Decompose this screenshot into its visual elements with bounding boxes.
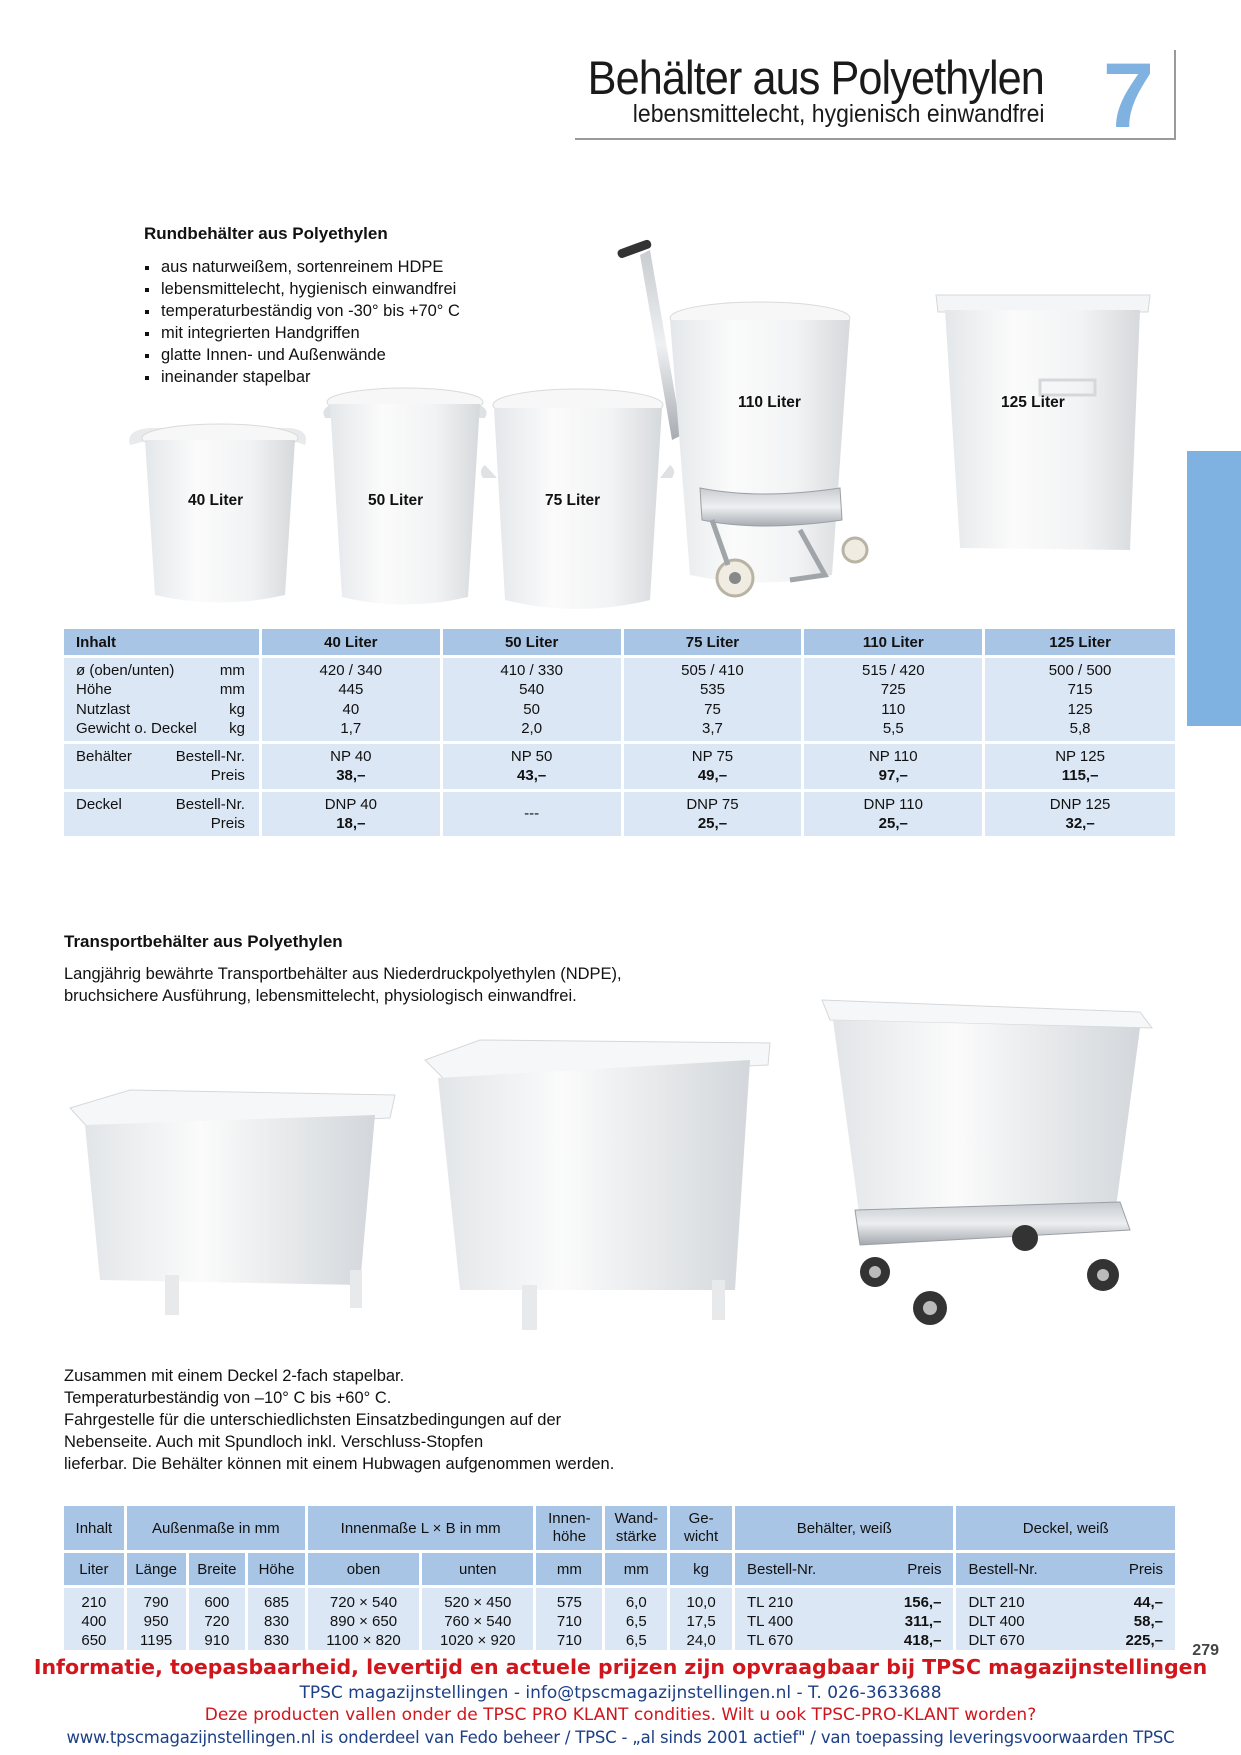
note-line: Fahrgestelle für die unterschiedlichsten Einsatzbedingungen auf der — [64, 1411, 562, 1429]
container-cell: NP 125 115,– — [985, 744, 1175, 789]
data-cell: 600 720 910 — [189, 1588, 246, 1650]
footer-info-line: Informatie, toepasbaarheid, levertijd en actuele prijzen zijn opvraagbaar bij TPSC magazijnstellingen — [33, 1655, 1208, 1679]
spec-unit: mm — [219, 662, 245, 679]
price-label: Preis — [210, 815, 245, 833]
table-row-containers — [64, 744, 1175, 789]
spec-label: Nutzlast — [76, 700, 131, 718]
container-cell: NP 110 97,– — [804, 744, 982, 789]
transport-containers-photo — [0, 990, 1241, 1360]
spec-cell: 420 / 340 445 40 1,7 — [262, 658, 440, 741]
spec-cell: 410 / 330 540 50 2,0 — [443, 658, 621, 741]
spec-label: Gewicht o. Deckel — [76, 719, 197, 737]
intro-line: Langjährig bewährte Transportbehälter aus Niederdruckpolyethylen (NDPE), — [64, 965, 622, 983]
chapter-number: 7 — [1102, 45, 1154, 147]
unit-cell: Breite — [189, 1553, 246, 1585]
note-line: Nebenseite. Auch mit Spundloch inkl. Verschluss-Stopfen — [64, 1433, 484, 1451]
spec-cell: 515 / 420 725 110 5,5 — [804, 658, 982, 741]
lid-cell: --- — [443, 792, 621, 837]
container-125l-image — [936, 295, 1150, 550]
note-line: Temperaturbeständig von –10° C bis +60° C. — [64, 1389, 392, 1407]
transport-container-210-image — [70, 1090, 395, 1315]
unit-cell: Bestell-Nr. Preis — [956, 1553, 1175, 1585]
table-header-cell: Innen- höhe — [536, 1506, 602, 1550]
transport-container-400-image — [425, 1040, 770, 1330]
table-header-cell: Inhalt — [64, 1506, 124, 1550]
photo-label-75l: 75 Liter — [545, 492, 601, 509]
page-subtitle: lebensmittelecht, hygienisch einwandfrei — [632, 100, 1044, 128]
spec-cell: 505 / 410 535 75 3,7 — [624, 658, 802, 741]
order-label: Bestell-Nr. — [175, 795, 245, 813]
feature-item: mit integrierten Handgriffen — [143, 322, 460, 344]
table-header-row — [64, 629, 1175, 655]
page-title: Behälter aus Polyethylen — [587, 51, 1044, 104]
intro-line: bruchsichere Ausführung, lebensmittelecht, physiologisch einwandfrei. — [64, 987, 577, 1005]
lid-cell: DNP 110 25,– — [804, 792, 982, 837]
unit-cell: Höhe — [248, 1553, 305, 1585]
data-cell: 685 830 830 — [248, 1588, 305, 1650]
footer-contact-line: TPSC magazijnstellingen - info@tpscmagazijnstellingen.nl - T. 026-3633688 — [299, 1683, 942, 1703]
round-container-table — [61, 626, 1178, 839]
unit-cell: unten — [422, 1553, 533, 1585]
unit-cell: Bestell-Nr. Preis — [735, 1553, 953, 1585]
feature-item: aus naturweißem, sortenreinem HDPE — [143, 256, 460, 278]
table-header-cell: 50 Liter — [443, 629, 621, 655]
spec-label: Höhe — [76, 681, 112, 699]
feature-item: temperaturbeständig von -30° bis +70° C — [143, 300, 460, 322]
table-header-cell: Außenmaße in mm — [127, 1506, 305, 1550]
spec-labels-cell — [64, 658, 259, 741]
unit-cell: mm — [536, 1553, 602, 1585]
table-unit-row — [64, 1553, 1175, 1585]
photo-label-40l: 40 Liter — [188, 492, 244, 509]
footer-website-line: www.tpscmagazijnstellingen.nl is onderdeel van Fedo beheer / TPSC - „al sinds 2001 actief" / van toepassing leveringsvoorwaarden TPSC — [66, 1728, 1175, 1747]
feature-item: glatte Innen- und Außenwände — [143, 344, 460, 366]
spec-unit: mm — [219, 681, 245, 699]
data-cell: 6,0 6,5 6,5 — [605, 1588, 667, 1650]
transport-notes — [64, 1365, 614, 1475]
data-cell: 520 × 450 760 × 540 1020 × 920 — [422, 1588, 533, 1650]
row-label: Deckel — [76, 795, 122, 813]
section-title-round: Rundbehälter aus Polyethylen — [144, 224, 388, 243]
note-line: lieferbar. Die Behälter können mit einem Hubwagen aufgenommen werden. — [64, 1455, 615, 1473]
table-header-cell: 125 Liter — [985, 629, 1175, 655]
table-row — [64, 1588, 1175, 1650]
table-row-lids — [64, 792, 1175, 837]
container-label-cell — [64, 744, 259, 789]
spec-unit: kg — [229, 719, 245, 737]
section-title-transport: Transportbehälter aus Polyethylen — [64, 932, 343, 951]
row-label: Behälter — [76, 748, 132, 766]
data-cell: 10,0 17,5 24,0 — [670, 1588, 732, 1650]
note-line: Zusammen mit einem Deckel 2-fach stapelbar. — [64, 1367, 405, 1385]
unit-cell: oben — [308, 1553, 419, 1585]
footer-pro-line: Deze producten vallen onder de TPSC PRO KLANT condities. Wilt u ook TPSC-PRO-KLANT worden? — [204, 1705, 1037, 1725]
round-containers-photo — [0, 0, 1241, 630]
table-header-cell: 75 Liter — [624, 629, 802, 655]
unit-cell: Länge — [127, 1553, 186, 1585]
container-cell: NP 75 49,– — [624, 744, 802, 789]
unit-cell: mm — [605, 1553, 667, 1585]
table-header-row — [64, 1506, 1175, 1550]
data-cell: 720 × 540 890 × 650 1100 × 820 — [308, 1588, 419, 1650]
photo-label-110l: 110 Liter — [738, 394, 801, 411]
page-number: 279 — [1192, 1642, 1219, 1659]
feature-item: ineinander stapelbar — [143, 366, 460, 388]
table-header-cell: Inhalt — [64, 629, 259, 655]
transport-container-650-trolley-image — [822, 1000, 1152, 1325]
container-cell: NP 40 38,– — [262, 744, 440, 789]
table-header-cell: Innenmaße L × B in mm — [308, 1506, 534, 1550]
table-header-cell: 110 Liter — [804, 629, 982, 655]
table-header-cell: Ge- wicht — [670, 1506, 732, 1550]
table-header-cell: Deckel, weiß — [956, 1506, 1175, 1550]
unit-cell: kg — [670, 1553, 732, 1585]
table-header-cell: Behälter, weiß — [735, 1506, 953, 1550]
data-cell: TL 210 156,– TL 400 311,– TL 670 418,– — [735, 1588, 953, 1650]
data-cell: 575 710 710 — [536, 1588, 602, 1650]
lid-label-cell — [64, 792, 259, 837]
spec-unit: kg — [229, 700, 245, 718]
lid-cell: DNP 125 32,– — [985, 792, 1175, 837]
container-cell: NP 50 43,– — [443, 744, 621, 789]
lid-cell: DNP 40 18,– — [262, 792, 440, 837]
order-label: Bestell-Nr. — [175, 748, 245, 766]
unit-cell: Liter — [64, 1553, 124, 1585]
price-label: Preis — [210, 767, 245, 785]
photo-label-125l: 125 Liter — [1001, 394, 1065, 411]
lid-cell: DNP 75 25,– — [624, 792, 802, 837]
spec-label: ø (oben/unten) — [76, 662, 175, 679]
transport-container-table — [61, 1503, 1178, 1653]
container-40l-image — [129, 424, 306, 603]
data-cell: 210 400 650 — [64, 1588, 124, 1650]
photo-label-50l: 50 Liter — [368, 492, 424, 509]
table-header-cell: Wand- stärke — [605, 1506, 667, 1550]
data-cell: 790 950 1195 — [127, 1588, 186, 1650]
data-cell: DLT 210 44,– DLT 400 58,– DLT 670 225,– — [956, 1588, 1175, 1650]
feature-item: lebensmittelecht, hygienisch einwandfrei — [143, 278, 460, 300]
table-header-cell: 40 Liter — [262, 629, 440, 655]
table-row-specs — [64, 658, 1175, 741]
spec-cell: 500 / 500 715 125 5,8 — [985, 658, 1175, 741]
